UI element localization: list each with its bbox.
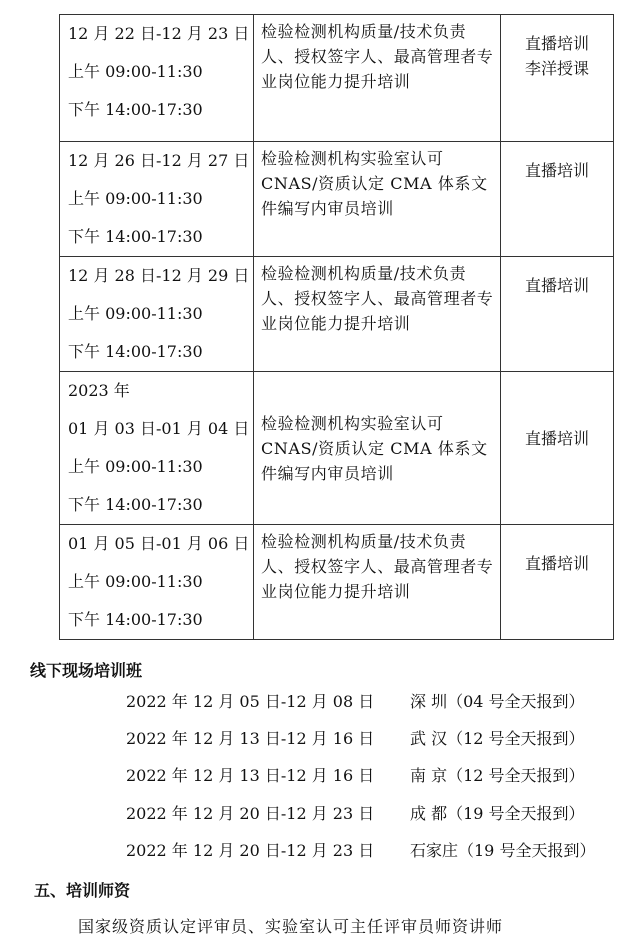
course-name: 检验检测机构实验室认可CNAS/资质认定 CMA 体系文件编写内审员培训 — [261, 149, 488, 218]
mode-cell — [501, 372, 614, 525]
section-heading: 五、培训师资 — [34, 881, 131, 900]
table-row — [60, 372, 614, 525]
mode-cell — [501, 142, 614, 257]
date-line: 上午 09:00-11:30 — [68, 457, 203, 476]
course-cell — [254, 142, 501, 257]
course-cell — [254, 257, 501, 372]
course-cell — [254, 525, 501, 640]
date-line: 12 月 26 日-12 月 27 日 — [68, 151, 250, 170]
offline-city: 深 圳（04 号全天报到） — [410, 692, 585, 711]
table-row — [60, 142, 614, 257]
offline-dates: 2022 年 12 月 13 日-12 月 16 日 — [126, 766, 375, 785]
course-name: 检验检测机构实验室认可CNAS/资质认定 CMA 体系文件编写内审员培训 — [261, 413, 488, 483]
mode-label: 直播培训 — [524, 276, 589, 295]
mode-label: 直播培训 — [524, 428, 589, 448]
date-line: 下午 14:00-17:30 — [68, 227, 203, 246]
mode-cell — [501, 257, 614, 372]
date-cell — [60, 257, 254, 372]
list-item — [126, 764, 585, 788]
date-line: 上午 09:00-11:30 — [68, 62, 203, 81]
date-line: 上午 09:00-11:30 — [68, 572, 203, 591]
offline-heading: 线下现场培训班 — [30, 661, 143, 680]
date-line: 上午 09:00-11:30 — [68, 304, 203, 323]
offline-dates: 2022 年 12 月 20 日-12 月 23 日 — [126, 841, 375, 860]
course-name: 检验检测机构质量/技术负责人、授权签字人、最高管理者专业岗位能力提升培训 — [261, 532, 494, 601]
date-cell — [60, 15, 254, 142]
trainer-text: 国家级资质认定评审员、实验室认可主任评审员师资讲师 — [78, 917, 504, 936]
date-line: 下午 14:00-17:30 — [68, 610, 203, 629]
table-row — [60, 525, 614, 640]
date-cell — [60, 372, 254, 525]
offline-city: 成 都（19 号全天报到） — [410, 804, 585, 823]
list-item — [126, 839, 595, 863]
date-line: 下午 14:00-17:30 — [68, 495, 203, 514]
list-item — [126, 690, 585, 714]
offline-dates: 2022 年 12 月 13 日-12 月 16 日 — [126, 729, 375, 748]
offline-dates: 2022 年 12 月 20 日-12 月 23 日 — [126, 804, 375, 823]
mode-label: 直播培训 — [524, 554, 589, 573]
course-name: 检验检测机构质量/技术负责人、授权签字人、最高管理者专业岗位能力提升培训 — [261, 264, 494, 333]
schedule-table — [59, 14, 614, 640]
date-line: 12 月 28 日-12 月 29 日 — [68, 266, 250, 285]
date-line: 下午 14:00-17:30 — [68, 342, 203, 361]
table-row — [60, 257, 614, 372]
course-cell — [254, 15, 501, 142]
offline-dates: 2022 年 12 月 05 日-12 月 08 日 — [126, 692, 375, 711]
mode-label: 直播培训 — [524, 161, 589, 180]
list-item — [126, 802, 585, 826]
date-line: 上午 09:00-11:30 — [68, 189, 203, 208]
course-cell — [254, 372, 501, 525]
offline-city: 南 京（12 号全天报到） — [410, 766, 585, 785]
mode-cell — [501, 525, 614, 640]
date-line: 12 月 22 日-12 月 23 日 — [68, 24, 250, 43]
date-cell — [60, 142, 254, 257]
list-item — [126, 727, 585, 751]
offline-city: 石家庄（19 号全天报到） — [410, 841, 596, 860]
date-line: 2023 年 — [68, 381, 130, 400]
table-row — [60, 15, 614, 142]
date-line: 下午 14:00-17:30 — [68, 100, 203, 119]
instructor-label: 李洋授课 — [524, 59, 589, 78]
mode-label: 直播培训 — [524, 34, 589, 53]
date-line: 01 月 03 日-01 月 04 日 — [68, 419, 250, 438]
mode-cell — [501, 15, 614, 142]
offline-city: 武 汉（12 号全天报到） — [410, 729, 585, 748]
date-line: 01 月 05 日-01 月 06 日 — [68, 534, 250, 553]
course-name: 检验检测机构质量/技术负责人、授权签字人、最高管理者专业岗位能力提升培训 — [261, 22, 494, 91]
date-cell — [60, 525, 254, 640]
